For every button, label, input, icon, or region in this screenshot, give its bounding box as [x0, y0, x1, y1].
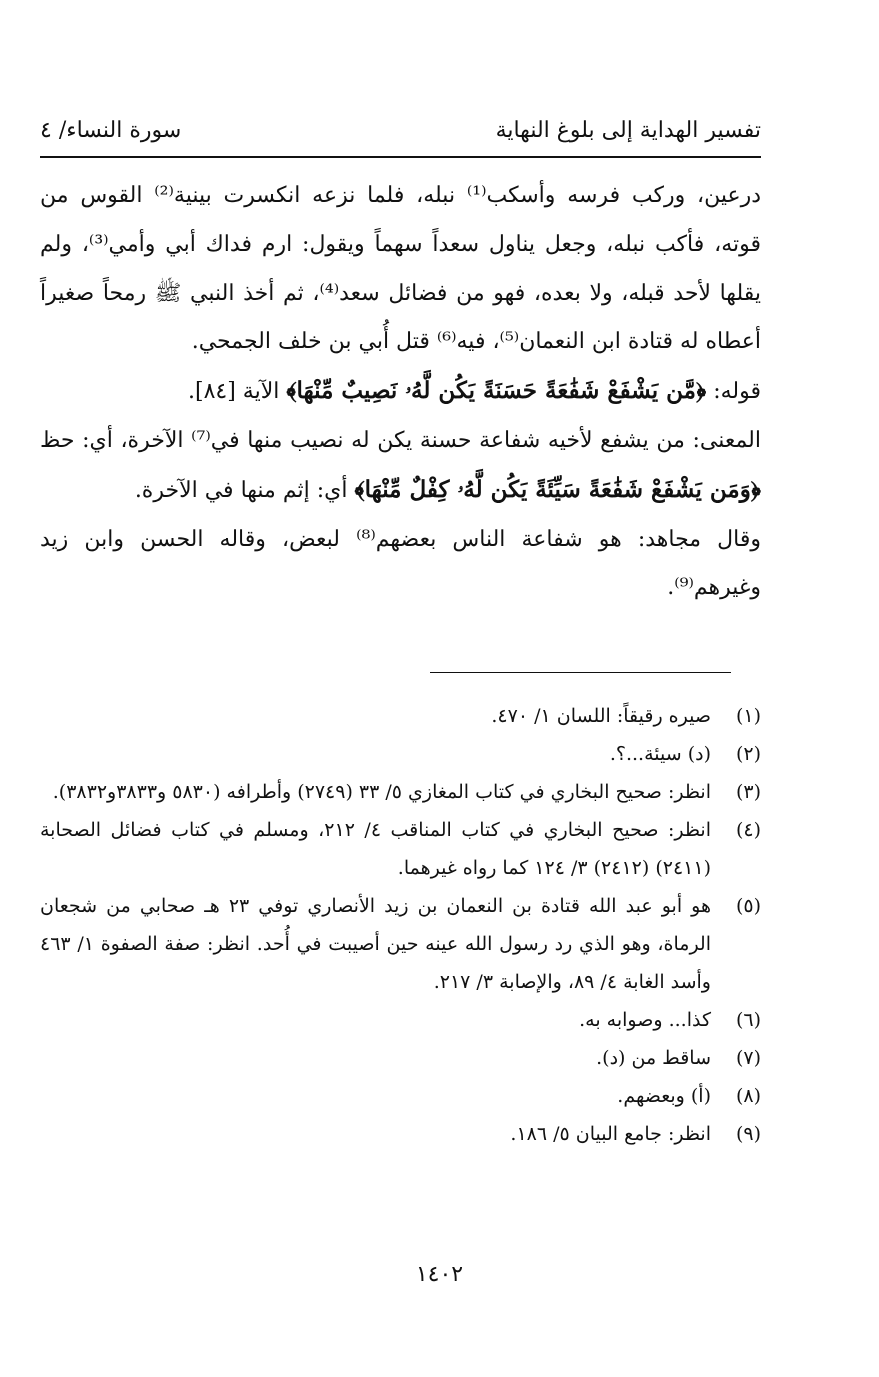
meaning-text: المعنى: من يشفع لأخيه شفاعة حسنة يكن له نصيب منها في⁽⁷⁾ الآخرة، أي: حظ: [40, 427, 762, 453]
footnote-text: صيره رقيقاً: اللسان ١/ ٤٧٠.: [491, 705, 711, 727]
footnote-number: (٦): [735, 1009, 761, 1031]
footnote: [40, 811, 761, 887]
main-text: [40, 172, 761, 613]
footnote: [40, 735, 761, 773]
meaning-text-end: أي: إثم منها في الآخرة.: [134, 477, 355, 503]
footnote-number: (٤): [735, 819, 761, 841]
footnote-number: (٣): [735, 781, 761, 803]
quran-verse: ﴿مَّن يَشْفَعْ شَفَٰعَةً حَسَنَةً يَكُن لَّهُۥ نَصِيبٌ مِّنْهَا﴾: [286, 377, 707, 405]
footnote-number: (٩): [735, 1123, 761, 1145]
book-title: تفسير الهداية إلى بلوغ النهاية: [495, 117, 761, 143]
quran-verse-2: ﴿وَمَن يَشْفَعْ شَفَٰعَةً سَيِّئَةً يَكُن لَّهُۥ كِفْلٌ مِّنْهَا﴾: [354, 475, 761, 503]
footnote-text: انظر: صحيح البخاري في كتاب المناقب ٤/ ٢١٢، ومسلم في كتاب فضائل الصحابة (٢٤١١) (٢٤١٢) ٣/ ١٢٤ كما رواه غيرهما.: [40, 819, 711, 879]
footnote-number: (٧): [735, 1047, 761, 1069]
paragraph: وقال مجاهد: هو شفاعة الناس بعضهم⁽⁸⁾ لبعض، وقاله الحسن وابن زيد وغيرهم⁽⁹⁾.: [40, 526, 761, 601]
footnote-text: كذا... وصوابه به.: [579, 1009, 711, 1031]
footnote: [40, 697, 761, 735]
footnote: [40, 887, 761, 1001]
footnote-text: انظر: جامع البيان ٥/ ١٨٦.: [510, 1123, 711, 1145]
running-header: [40, 108, 761, 152]
footnote: [40, 1077, 761, 1115]
page-number: ١٤٠٢: [415, 1262, 464, 1287]
footnote-number: (١): [735, 705, 761, 727]
footnote-text: هو أبو عبد الله قتادة بن النعمان بن زيد الأنصاري توفي ٢٣ هـ صحابي من شجعان الرماة، وهو الذي رد رسول الله عينه حين أصيبت في أُحد. انظر: صفة الصفوة ١/ ٤٦٣ وأسد الغابة ٤/ ٨٩، والإصابة ٣/ ٢١٧.: [40, 895, 711, 993]
meaning-paragraph: [40, 417, 761, 516]
footnote: [40, 1039, 761, 1077]
footnote: [40, 1001, 761, 1039]
verse-reference: الآية [٨٤].: [187, 379, 287, 405]
footnote-text: (أ) وبعضهم.: [617, 1085, 711, 1107]
footnote: [40, 1115, 761, 1153]
verse-paragraph: [40, 367, 761, 417]
footnote-divider: [430, 672, 731, 673]
footnote-text: ساقط من (د).: [596, 1047, 711, 1069]
footnote-text: انظر: صحيح البخاري في كتاب المغازي ٥/ ٣٣ (٢٧٤٩) وأطرافه (٥٨٣٠ و٣٨٣٣و٣٨٣٢).: [52, 781, 711, 803]
paragraph: درعين، وركب فرسه وأسكب⁽¹⁾ نبله، فلما نزعه انكسرت بينية⁽²⁾ القوس من قوته، فأكب نبله، وجعل يناول سعداً سهماً ويقول: ارم فداك أبي وأمي⁽³⁾، ولم يقلها لأحد قبله، ولا بعده، فهو من فضائل سعد⁽⁴⁾، ثم أخذ النبي ﷺ رمحاً صغيراً أعطاه له قتادة ابن النعمان⁽⁵⁾، فيه⁽⁶⁾ قتل أُبي بن خلف الجمحي.: [40, 183, 762, 355]
footnote-number: (٢): [735, 743, 761, 765]
header-divider: [40, 156, 761, 158]
footnote-number: (٨): [735, 1085, 761, 1107]
footnote: [40, 773, 761, 811]
footnote-text: (د) سيئة...؟.: [609, 743, 711, 765]
footnotes: [40, 697, 761, 1153]
footnote-number: (٥): [735, 895, 761, 917]
surah-reference: سورة النساء/ ٤: [40, 117, 182, 143]
verse-intro: قوله:: [706, 379, 761, 405]
